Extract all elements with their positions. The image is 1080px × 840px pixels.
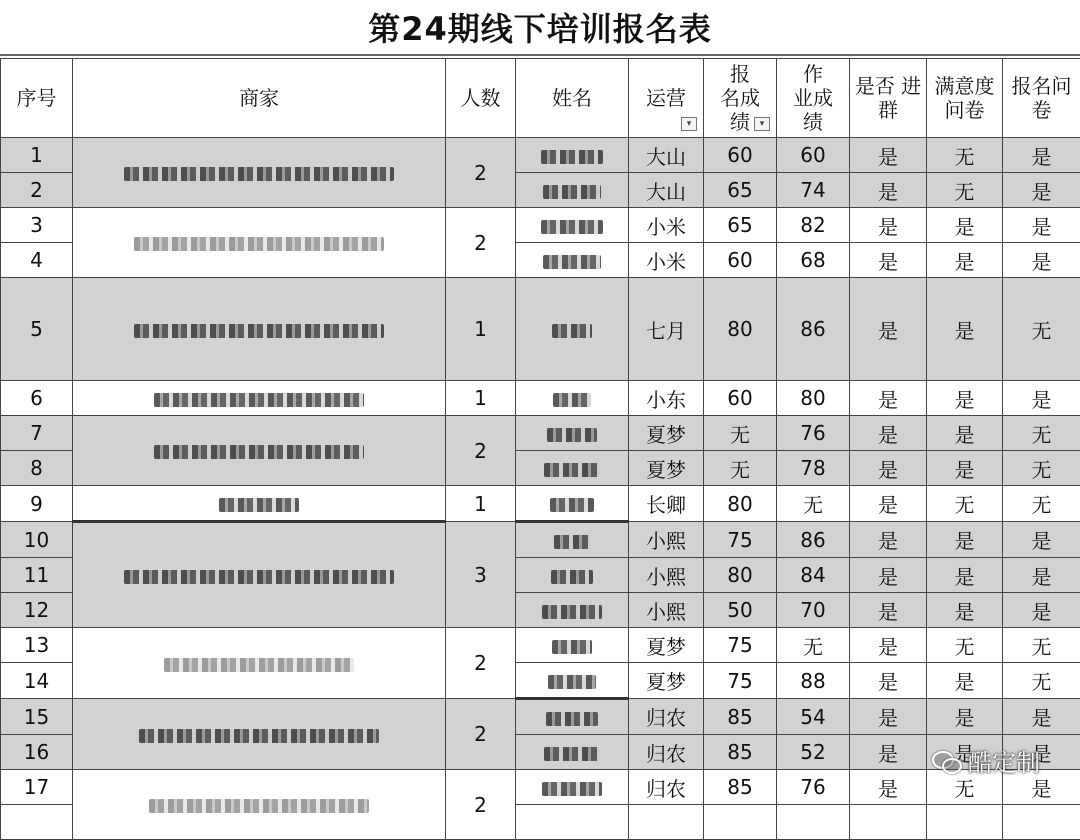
cell-satisfaction: 无 [927, 628, 1003, 663]
cell-seq: 2 [1, 173, 73, 208]
cell-homework-score: 76 [777, 416, 850, 451]
cell-seq: 1 [1, 138, 73, 173]
cell-count: 1 [446, 278, 516, 381]
cell-satisfaction: 无 [927, 486, 1003, 522]
cell-name-redacted [516, 558, 629, 593]
cell-name-redacted [516, 173, 629, 208]
cell-ops: 归农 [629, 770, 704, 805]
header-ops-label: 运营 [646, 86, 686, 110]
cell-ops: 夏梦 [629, 663, 704, 699]
cell-count: 2 [446, 699, 516, 770]
cell-merchant-redacted [73, 416, 446, 486]
table-row [1, 381, 1080, 416]
cell-seq: 4 [1, 243, 73, 278]
cell-count: 2 [446, 416, 516, 486]
cell-signup-survey: 是 [1003, 522, 1080, 558]
cell-signup-score [704, 805, 777, 840]
cell-seq: 12 [1, 593, 73, 628]
cell-signup-score: 75 [704, 628, 777, 663]
registration-table [0, 58, 1080, 840]
cell-signup-score: 60 [704, 138, 777, 173]
header-signup-survey-l1: 报名问 [1012, 74, 1072, 98]
cell-signup-survey: 是 [1003, 138, 1080, 173]
cell-ops: 归农 [629, 735, 704, 770]
filter-dropdown-icon[interactable]: ▾ [681, 117, 697, 131]
cell-merchant-redacted [73, 486, 446, 522]
cell-signup-score: 无 [704, 416, 777, 451]
cell-homework-score: 84 [777, 558, 850, 593]
cell-signup-survey: 是 [1003, 243, 1080, 278]
cell-name-redacted [516, 735, 629, 770]
cell-joined: 是 [850, 278, 927, 381]
cell-signup-survey: 是 [1003, 208, 1080, 243]
cell-signup-score: 50 [704, 593, 777, 628]
header-signup-score [704, 59, 777, 138]
wechat-icon [932, 749, 962, 773]
cell-satisfaction: 是 [927, 381, 1003, 416]
cell-seq: 5 [1, 278, 73, 381]
watermark-text: 酷定制 [968, 743, 1040, 778]
cell-signup-survey: 无 [1003, 416, 1080, 451]
header-merchant: 商家 [73, 59, 446, 138]
cell-joined: 是 [850, 522, 927, 558]
cell-signup-survey: 无 [1003, 628, 1080, 663]
cell-signup-score: 75 [704, 522, 777, 558]
cell-signup-score: 85 [704, 699, 777, 735]
cell-joined [850, 805, 927, 840]
cell-signup-score: 80 [704, 278, 777, 381]
cell-seq: 16 [1, 735, 73, 770]
cell-satisfaction: 是 [927, 593, 1003, 628]
cell-joined: 是 [850, 628, 927, 663]
cell-satisfaction: 是 [927, 208, 1003, 243]
cell-signup-score: 80 [704, 486, 777, 522]
cell-count: 2 [446, 770, 516, 840]
cell-homework-score: 70 [777, 593, 850, 628]
cell-name-redacted [516, 593, 629, 628]
cell-name-redacted [516, 381, 629, 416]
cell-signup-survey: 是 [1003, 381, 1080, 416]
cell-signup-survey: 是 [1003, 173, 1080, 208]
cell-satisfaction: 是 [927, 663, 1003, 699]
cell-joined: 是 [850, 486, 927, 522]
cell-ops: 小米 [629, 208, 704, 243]
header-joined [850, 59, 927, 138]
cell-count: 3 [446, 522, 516, 628]
cell-name-redacted [516, 208, 629, 243]
cell-joined: 是 [850, 451, 927, 486]
cell-signup-score: 无 [704, 451, 777, 486]
cell-joined: 是 [850, 770, 927, 805]
cell-name-redacted [516, 663, 629, 699]
header-row [1, 59, 1080, 138]
cell-ops: 归农 [629, 699, 704, 735]
cell-seq: 13 [1, 628, 73, 663]
cell-homework-score: 68 [777, 243, 850, 278]
cell-seq: 11 [1, 558, 73, 593]
cell-homework-score: 76 [777, 770, 850, 805]
cell-satisfaction: 是 [927, 451, 1003, 486]
cell-joined: 是 [850, 699, 927, 735]
cell-seq: 17 [1, 770, 73, 805]
header-homework-score-l2: 业成 [793, 86, 833, 110]
header-homework-score-l1: 作 [803, 62, 823, 86]
cell-merchant-redacted [73, 381, 446, 416]
cell-ops: 小熙 [629, 522, 704, 558]
header-signup-score-l2: 名成 [720, 86, 760, 110]
cell-ops [629, 805, 704, 840]
header-name: 姓名 [516, 59, 629, 138]
cell-merchant-redacted [73, 278, 446, 381]
cell-homework-score [777, 805, 850, 840]
header-satisfaction [927, 59, 1003, 138]
cell-name-redacted [516, 138, 629, 173]
cell-name-redacted [516, 451, 629, 486]
cell-joined: 是 [850, 173, 927, 208]
cell-satisfaction: 无 [927, 138, 1003, 173]
cell-seq: 10 [1, 522, 73, 558]
cell-satisfaction: 是 [927, 278, 1003, 381]
cell-joined: 是 [850, 416, 927, 451]
cell-seq: 8 [1, 451, 73, 486]
filter-dropdown-icon[interactable]: ▾ [754, 117, 770, 131]
cell-merchant-redacted [73, 522, 446, 628]
cell-signup-survey: 无 [1003, 451, 1080, 486]
cell-signup-survey: 无 [1003, 486, 1080, 522]
cell-joined: 是 [850, 243, 927, 278]
cell-count: 1 [446, 486, 516, 522]
cell-name-redacted [516, 486, 629, 522]
cell-homework-score: 88 [777, 663, 850, 699]
cell-ops: 小熙 [629, 558, 704, 593]
header-seq: 序号 [1, 59, 73, 138]
cell-joined: 是 [850, 663, 927, 699]
table-row [1, 416, 1080, 451]
table-row [1, 522, 1080, 558]
cell-satisfaction: 是 [927, 699, 1003, 735]
header-signup-score-l3: 绩 [730, 110, 750, 134]
cell-signup-survey: 是 [1003, 558, 1080, 593]
cell-seq: 7 [1, 416, 73, 451]
cell-name-redacted [516, 243, 629, 278]
cell-homework-score: 54 [777, 699, 850, 735]
cell-satisfaction: 是 [927, 735, 1003, 770]
cell-ops: 大山 [629, 138, 704, 173]
cell-signup-score: 65 [704, 208, 777, 243]
watermark [932, 743, 1040, 778]
cell-name-redacted [516, 699, 629, 735]
cell-signup-survey: 是 [1003, 770, 1080, 805]
cell-homework-score: 52 [777, 735, 850, 770]
cell-seq: 3 [1, 208, 73, 243]
cell-merchant-redacted [73, 770, 446, 840]
table-row [1, 138, 1080, 173]
cell-satisfaction: 是 [927, 558, 1003, 593]
cell-name-redacted [516, 416, 629, 451]
cell-homework-score: 无 [777, 486, 850, 522]
cell-homework-score: 74 [777, 173, 850, 208]
cell-homework-score: 86 [777, 522, 850, 558]
cell-signup-score: 80 [704, 558, 777, 593]
cell-name-redacted [516, 770, 629, 805]
header-signup-survey-l2: 卷 [1032, 98, 1052, 122]
header-count: 人数 [446, 59, 516, 138]
cell-signup-score: 60 [704, 243, 777, 278]
cell-merchant-redacted [73, 628, 446, 699]
cell-signup-score: 85 [704, 770, 777, 805]
cell-joined: 是 [850, 735, 927, 770]
header-joined-l1: 是否 进 [855, 74, 921, 98]
cell-name-redacted [516, 522, 629, 558]
cell-count: 2 [446, 138, 516, 208]
cell-signup-score: 75 [704, 663, 777, 699]
cell-ops: 长卿 [629, 486, 704, 522]
cell-joined: 是 [850, 593, 927, 628]
cell-count: 1 [446, 381, 516, 416]
cell-ops: 夏梦 [629, 416, 704, 451]
table-row [1, 628, 1080, 663]
cell-signup-survey: 无 [1003, 663, 1080, 699]
cell-ops: 小东 [629, 381, 704, 416]
cell-homework-score: 86 [777, 278, 850, 381]
cell-name-redacted [516, 278, 629, 381]
cell-satisfaction: 是 [927, 416, 1003, 451]
table-row [1, 208, 1080, 243]
cell-joined: 是 [850, 558, 927, 593]
cell-signup-score: 85 [704, 735, 777, 770]
table-row [1, 486, 1080, 522]
cell-ops: 小熙 [629, 593, 704, 628]
cell-satisfaction: 无 [927, 770, 1003, 805]
cell-name-redacted [516, 628, 629, 663]
cell-satisfaction: 是 [927, 522, 1003, 558]
header-satisfaction-l1: 满意度 [935, 74, 995, 98]
cell-joined: 是 [850, 381, 927, 416]
table-row [1, 278, 1080, 381]
header-joined-l2: 群 [878, 98, 898, 122]
cell-homework-score: 无 [777, 628, 850, 663]
cell-signup-score: 65 [704, 173, 777, 208]
cell-signup-survey [1003, 805, 1080, 840]
cell-ops: 七月 [629, 278, 704, 381]
cell-homework-score: 78 [777, 451, 850, 486]
cell-seq: 9 [1, 486, 73, 522]
cell-joined: 是 [850, 138, 927, 173]
cell-homework-score: 80 [777, 381, 850, 416]
cell-seq: 15 [1, 699, 73, 735]
cell-satisfaction [927, 805, 1003, 840]
table-row [1, 699, 1080, 735]
cell-joined: 是 [850, 208, 927, 243]
header-homework-score-l3: 绩 [803, 110, 823, 134]
cell-merchant-redacted [73, 208, 446, 278]
header-signup-score-l1: 报 [730, 62, 750, 86]
cell-signup-score: 60 [704, 381, 777, 416]
cell-seq: 14 [1, 663, 73, 699]
cell-satisfaction: 是 [927, 243, 1003, 278]
cell-signup-survey: 无 [1003, 278, 1080, 381]
cell-seq: 6 [1, 381, 73, 416]
cell-seq [1, 805, 73, 840]
cell-merchant-redacted [73, 138, 446, 208]
cell-satisfaction: 无 [927, 173, 1003, 208]
cell-ops: 夏梦 [629, 451, 704, 486]
header-signup-survey [1003, 59, 1080, 138]
cell-ops: 小米 [629, 243, 704, 278]
cell-count: 2 [446, 628, 516, 699]
cell-ops: 大山 [629, 173, 704, 208]
cell-signup-survey: 是 [1003, 593, 1080, 628]
header-satisfaction-l2: 问卷 [945, 98, 985, 122]
cell-name-redacted [516, 805, 629, 840]
cell-count: 2 [446, 208, 516, 278]
header-ops [629, 59, 704, 138]
cell-ops: 夏梦 [629, 628, 704, 663]
header-homework-score [777, 59, 850, 138]
cell-homework-score: 82 [777, 208, 850, 243]
cell-signup-survey: 是 [1003, 699, 1080, 735]
table-row [1, 770, 1080, 805]
cell-merchant-redacted [73, 699, 446, 770]
cell-signup-survey: 是 [1003, 735, 1080, 770]
cell-homework-score: 60 [777, 138, 850, 173]
sheet-title: 第24期线下培训报名表 [0, 0, 1080, 56]
